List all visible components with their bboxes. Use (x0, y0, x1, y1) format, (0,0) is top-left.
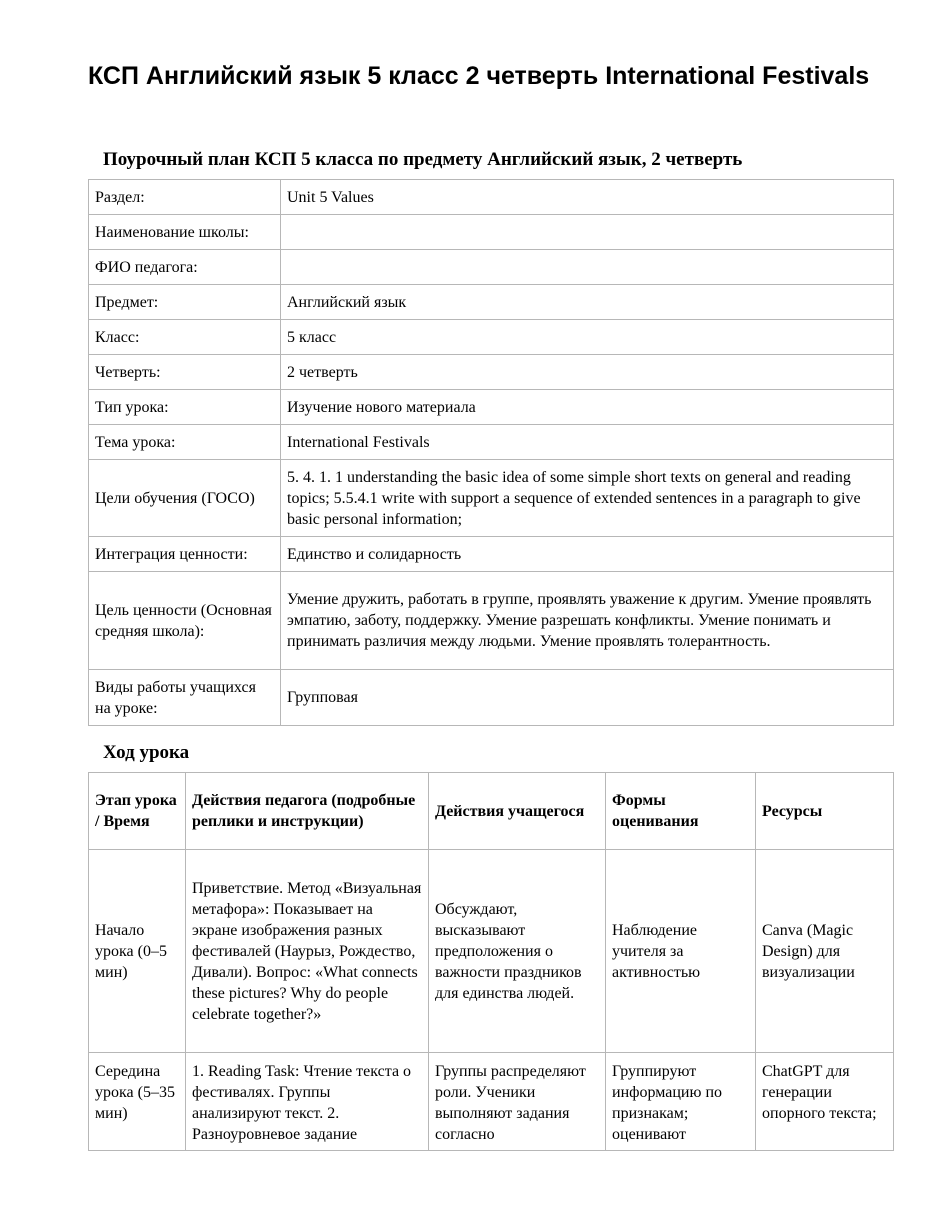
info-label: Тема урока: (89, 425, 281, 460)
cell-teacher-actions: Приветствие. Метод «Визуальная метафора»: Показывает на экране изображения разных фестивалей (Наурыз, Рождество, Дивали). Вопрос: «What connects these pictures? Why do people celebrate together?» (186, 850, 429, 1053)
info-value: Групповая (281, 670, 894, 726)
info-label: Цель ценности (Основная средняя школа): (89, 572, 281, 670)
info-value: 2 четверть (281, 355, 894, 390)
cell-student-actions: Группы распределяют роли. Ученики выполняют задания согласно (429, 1053, 606, 1151)
lesson-header-row (89, 773, 894, 850)
header-resources: Ресурсы (756, 773, 894, 850)
info-value: Английский язык (281, 285, 894, 320)
info-value (281, 250, 894, 285)
cell-resources: ChatGPT для генерации опорного текста; (756, 1053, 894, 1151)
info-label: Наименование школы: (89, 215, 281, 250)
info-row-school (89, 215, 894, 250)
info-value: Изучение нового материала (281, 390, 894, 425)
cell-resources: Canva (Magic Design) для визуализации (756, 850, 894, 1053)
info-row-value-integration (89, 537, 894, 572)
cell-assessment: Группируют информацию по признакам; оценивают (606, 1053, 756, 1151)
lesson-progress-heading: Ход урока (103, 742, 190, 763)
info-row-subject (89, 285, 894, 320)
info-row-topic (89, 425, 894, 460)
info-row-grade (89, 320, 894, 355)
info-label: Виды работы учащихся на уроке: (89, 670, 281, 726)
info-row-quarter (89, 355, 894, 390)
info-label: Четверть: (89, 355, 281, 390)
header-assessment: Формы оценивания (606, 773, 756, 850)
info-value: 5. 4. 1. 1 understanding the basic idea of some simple short texts on general and reading topics; 5.5.4.1 write with support a sequence of extended sentences in a paragraph to give basic personal information; (281, 460, 894, 537)
header-stage: Этап урока / Время (89, 773, 186, 850)
header-teacher-actions: Действия педагога (подробные реплики и инструкции) (186, 773, 429, 850)
info-row-section (89, 180, 894, 215)
info-value: 5 класс (281, 320, 894, 355)
info-row-value-goal (89, 572, 894, 670)
info-value: Единство и солидарность (281, 537, 894, 572)
info-row-lesson-type (89, 390, 894, 425)
info-label: ФИО педагога: (89, 250, 281, 285)
lesson-progress-table (88, 772, 894, 1151)
document-title: КСП Английский язык 5 класс 2 четверть International Festivals (88, 62, 870, 90)
cell-assessment: Наблюдение учителя за активностью (606, 850, 756, 1053)
info-value: Умение дружить, работать в группе, проявлять уважение к другим. Умение проявлять эмпатию, заботу, поддержку. Умение разрешать конфликты. Умение понимать и принимать различия между людьми. Умение проявлять толерантность. (281, 572, 894, 670)
cell-stage: Середина урока (5–35 мин) (89, 1053, 186, 1151)
cell-student-actions: Обсуждают, высказывают предположения о важности праздников для единства людей. (429, 850, 606, 1053)
lesson-row-middle (89, 1053, 894, 1151)
info-label: Цели обучения (ГОСО) (89, 460, 281, 537)
info-value: International Festivals (281, 425, 894, 460)
info-label: Раздел: (89, 180, 281, 215)
info-label: Тип урока: (89, 390, 281, 425)
info-value (281, 215, 894, 250)
info-value: Unit 5 Values (281, 180, 894, 215)
info-label: Класс: (89, 320, 281, 355)
cell-stage: Начало урока (0–5 мин) (89, 850, 186, 1053)
info-row-work-types (89, 670, 894, 726)
info-label: Интеграция ценности: (89, 537, 281, 572)
info-row-learning-goals (89, 460, 894, 537)
cell-teacher-actions: 1. Reading Task: Чтение текста о фестивалях. Группы анализируют текст. 2. Разноуровневое задание (186, 1053, 429, 1151)
header-student-actions: Действия учащегося (429, 773, 606, 850)
info-label: Предмет: (89, 285, 281, 320)
plan-heading: Поурочный план КСП 5 класса по предмету Английский язык, 2 четверть (103, 149, 743, 170)
info-row-teacher (89, 250, 894, 285)
lesson-row-start (89, 850, 894, 1053)
lesson-info-table (88, 179, 894, 726)
